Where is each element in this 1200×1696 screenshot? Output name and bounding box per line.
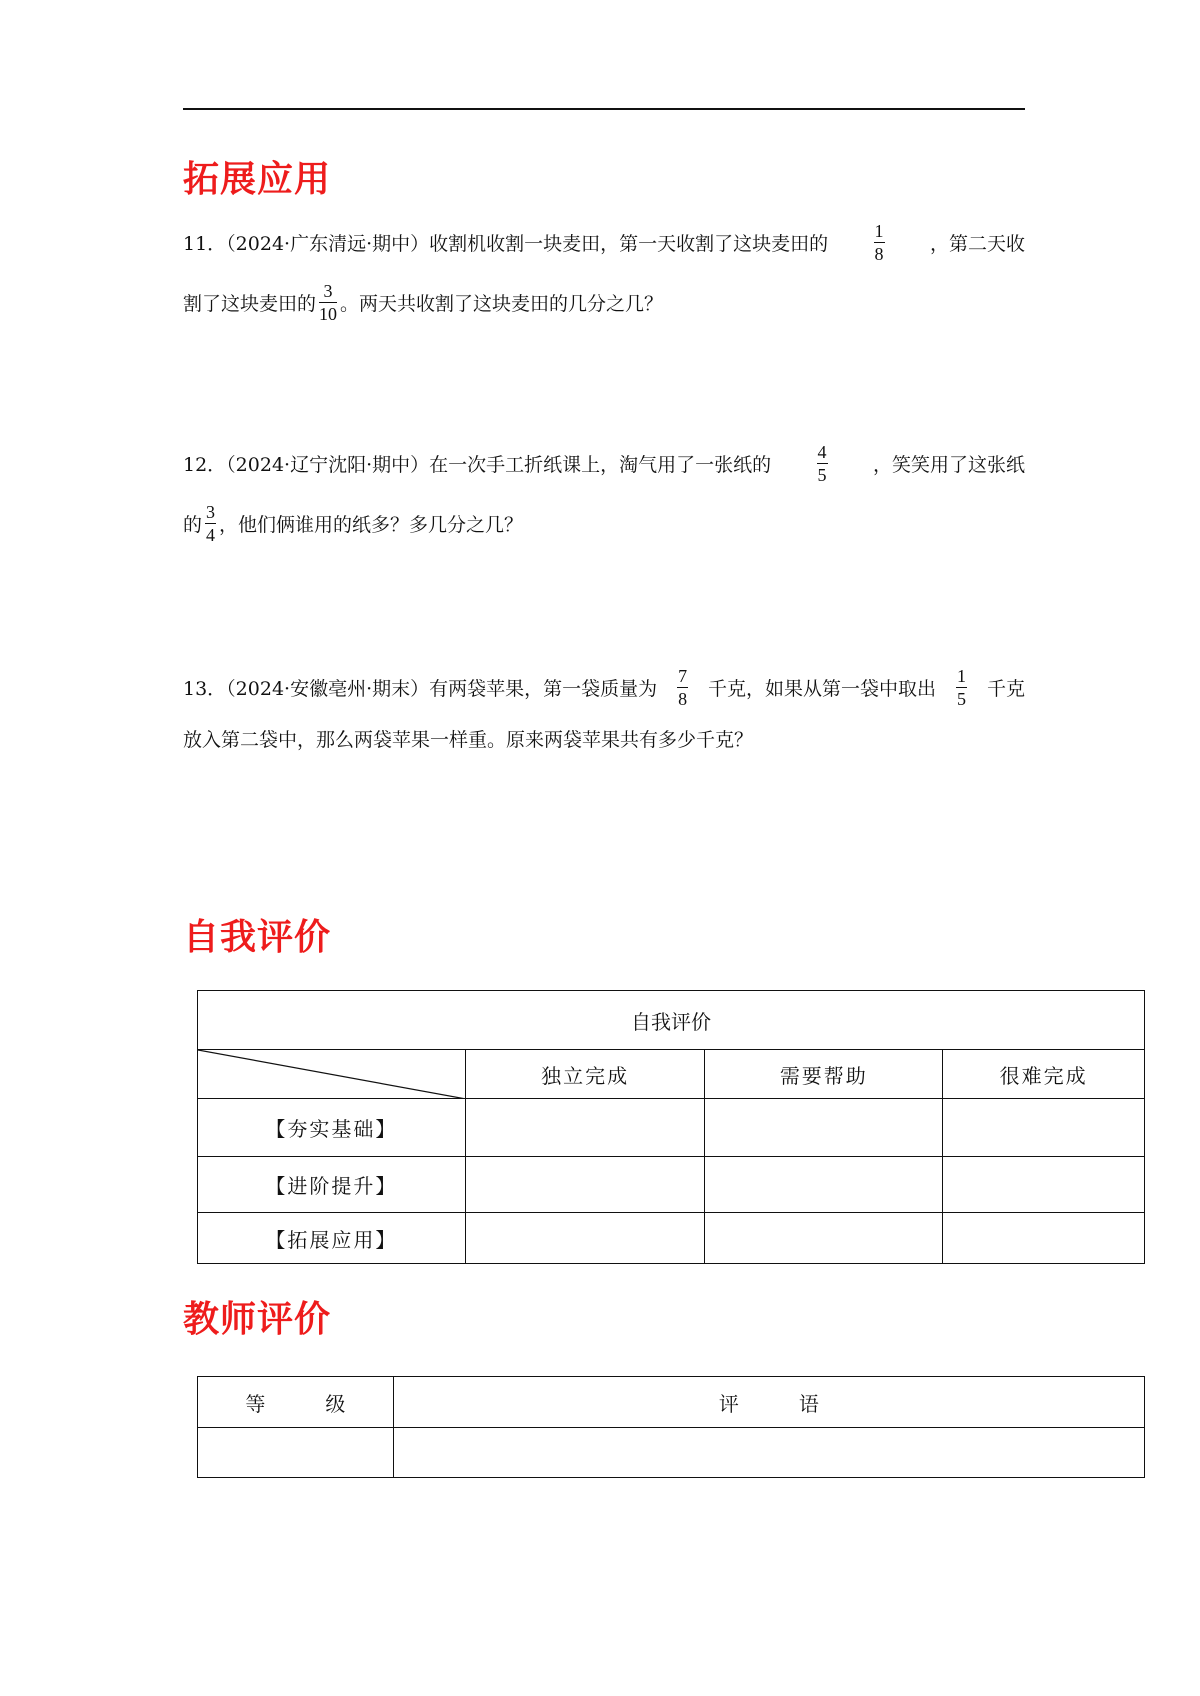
fraction-numerator: 7 [678, 666, 688, 686]
question-text: 的 [183, 514, 203, 536]
question-text: 12．（2024·辽宁沈阳·期中）在一次手工折纸课上，淘气用了一张纸的 [183, 454, 772, 476]
column-header-need-help: 需要帮助 [705, 1050, 943, 1099]
section-title-extension: 拓展应用 [183, 159, 332, 200]
fraction [817, 443, 828, 484]
table-cell[interactable] [465, 1213, 705, 1264]
header-rule [183, 108, 1025, 110]
teacher-eval-table [197, 1376, 1145, 1478]
table-cell[interactable] [943, 1213, 1145, 1264]
table-cell[interactable] [943, 1157, 1145, 1213]
fraction [205, 503, 216, 544]
table-cell[interactable] [705, 1099, 943, 1157]
self-eval-table [197, 990, 1145, 1264]
section-title-teacher-eval: 教师评价 [183, 1299, 332, 1340]
fraction-denominator: 5 [817, 465, 827, 485]
self-eval-table-title: 自我评价 [198, 991, 1145, 1050]
diagonal-line [198, 1050, 466, 1099]
column-header-hard: 很难完成 [943, 1050, 1145, 1099]
question-text: 千克，如果从第一袋中取出 [708, 678, 937, 700]
row-label-extension: 【拓展应用】 [198, 1213, 466, 1264]
question-text: ，第二天收 [929, 233, 1025, 255]
fraction-numerator: 3 [323, 281, 333, 301]
question-text: 千克 [986, 678, 1025, 700]
fraction-denominator: 8 [874, 244, 884, 264]
fraction [319, 282, 337, 323]
diagonal-header-cell [198, 1050, 466, 1099]
fraction-denominator: 8 [678, 689, 688, 709]
question-text: 13．（2024·安徽亳州·期末）有两袋苹果，第一袋质量为 [183, 678, 658, 700]
table-cell[interactable] [943, 1099, 1145, 1157]
table-cell[interactable] [705, 1157, 943, 1213]
fraction [677, 667, 688, 708]
table-cell[interactable] [465, 1157, 705, 1213]
section-title-self-eval: 自我评价 [183, 917, 332, 958]
grade-header: 等 级 [198, 1377, 394, 1428]
fraction-numerator: 4 [817, 442, 827, 462]
row-label-basics: 【夯实基础】 [198, 1099, 466, 1157]
question-text: 割了这块麦田的 [183, 293, 317, 315]
table-cell[interactable] [705, 1213, 943, 1264]
fraction [956, 667, 967, 708]
fraction-numerator: 1 [957, 666, 966, 686]
fraction-denominator: 5 [957, 689, 966, 709]
fraction-denominator: 10 [319, 304, 338, 324]
question-text: 放入第二袋中，那么两袋苹果一样重。原来两袋苹果共有多少千克？ [183, 729, 754, 751]
fraction-numerator: 1 [874, 221, 884, 241]
fraction [874, 222, 885, 263]
table-cell[interactable] [465, 1099, 705, 1157]
grade-cell[interactable] [198, 1428, 394, 1478]
question-text: 。两天共收割了这块麦田的几分之几？ [340, 293, 664, 315]
comment-header: 评 语 [393, 1377, 1144, 1428]
fraction-numerator: 3 [206, 502, 216, 522]
comment-cell[interactable] [393, 1428, 1144, 1478]
fraction-denominator: 4 [206, 525, 216, 545]
question-text: ，他们俩谁用的纸多？多几分之几？ [219, 514, 524, 536]
column-header-independent: 独立完成 [465, 1050, 705, 1099]
row-label-advanced: 【进阶提升】 [198, 1157, 466, 1213]
question-text: ，笑笑用了这张纸 [872, 454, 1025, 476]
question-text: 11．（2024·广东清远·期中）收割机收割一块麦田，第一天收割了这块麦田的 [183, 233, 829, 255]
